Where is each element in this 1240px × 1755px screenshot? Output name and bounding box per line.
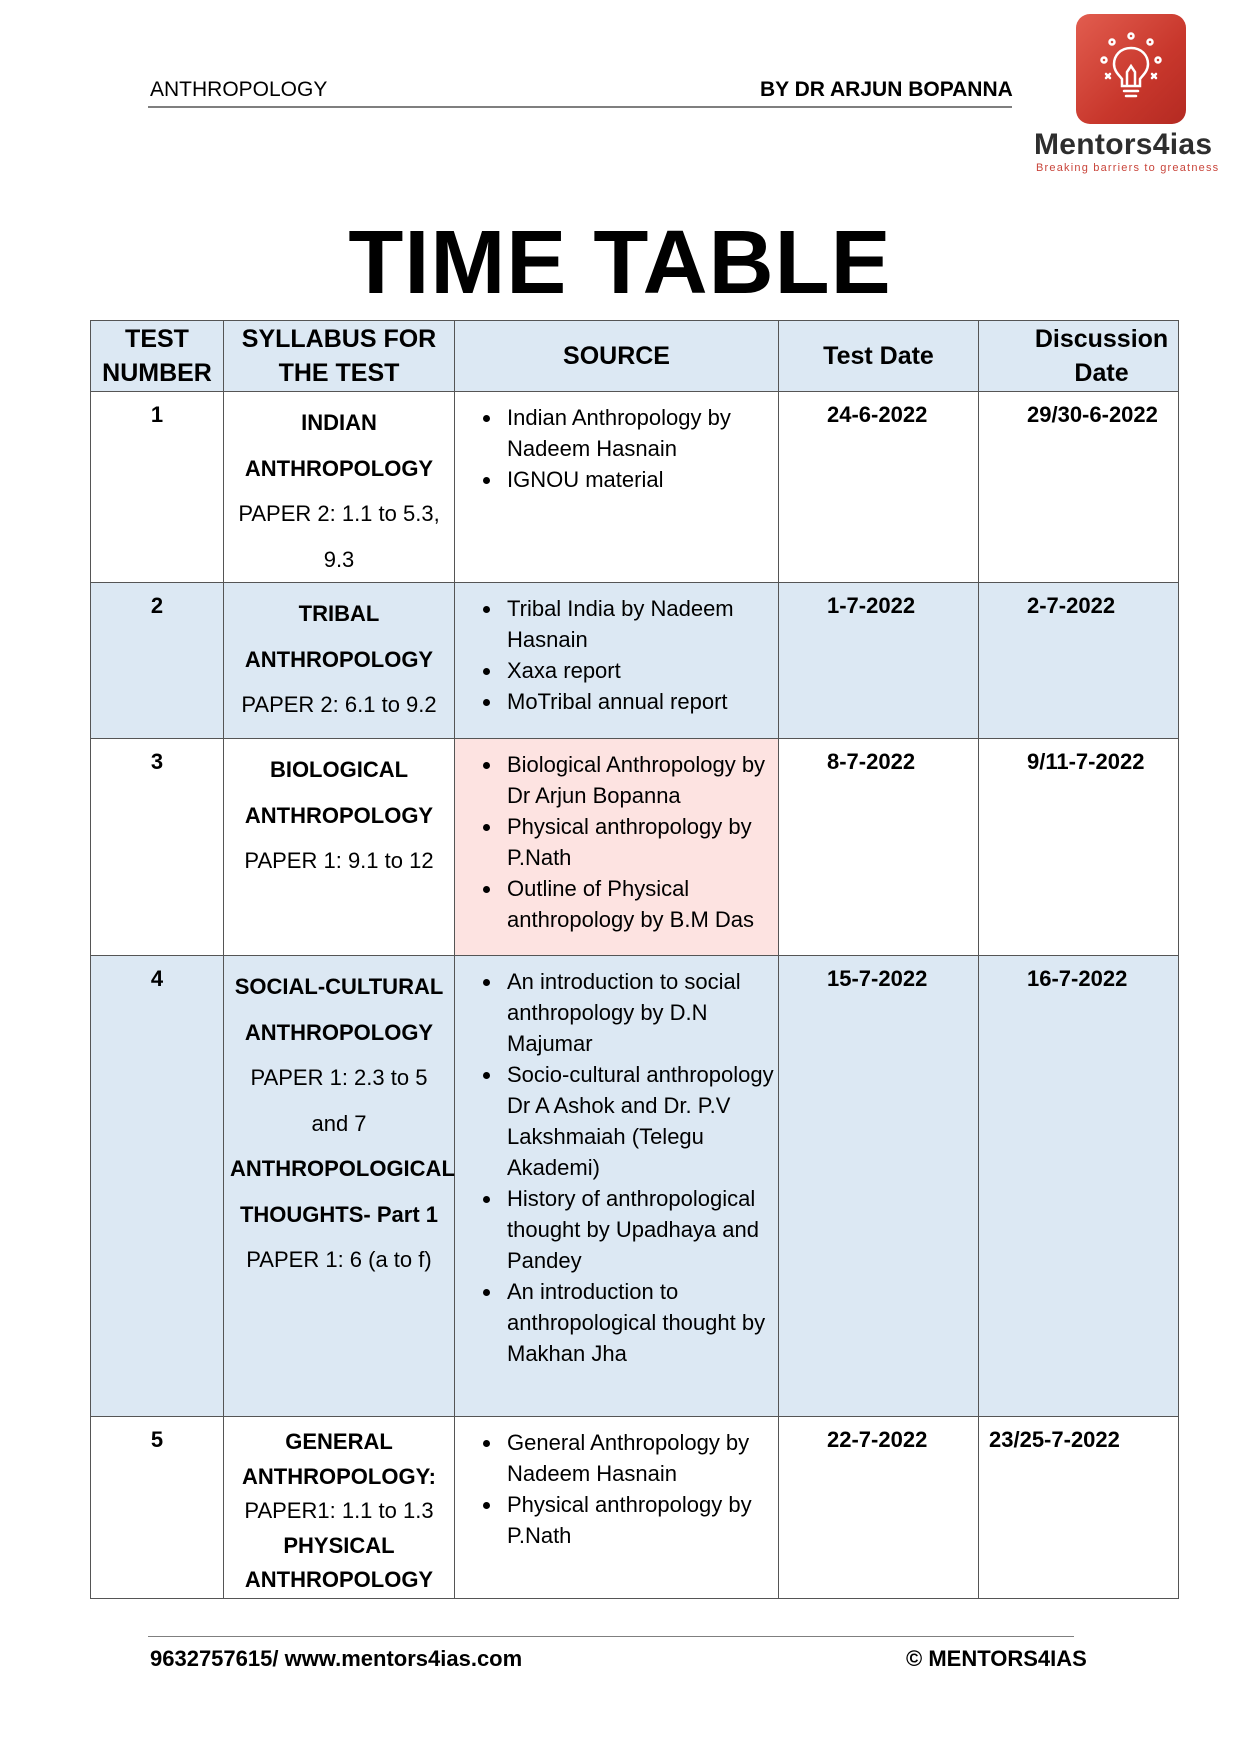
header-author: BY DR ARJUN BOPANNA bbox=[760, 78, 1013, 101]
discussion-date-cell: 2-7-2022 bbox=[979, 583, 1179, 739]
header-discussion-date: Discussion Date bbox=[979, 321, 1179, 392]
table-row bbox=[91, 739, 1179, 956]
time-table bbox=[90, 320, 1179, 1599]
syllabus-line: PHYSICAL bbox=[283, 1532, 395, 1558]
source-item: • Physical anthropology by P.Nath bbox=[503, 1489, 774, 1551]
source-list bbox=[459, 1427, 774, 1551]
syllabus-line: ANTHROPOLOGY: bbox=[242, 1463, 436, 1489]
syllabus-line: TRIBAL bbox=[298, 601, 380, 626]
header-test-date: Test Date bbox=[779, 321, 979, 392]
syllabus-line: ANTHROPOLOGY bbox=[244, 1019, 434, 1045]
header-source: SOURCE bbox=[455, 321, 779, 392]
test-number-cell: 3 bbox=[91, 739, 224, 956]
table-header-row bbox=[91, 321, 1179, 392]
syllabus-line: ANTHROPOLOGY bbox=[244, 802, 434, 828]
test-date-cell: 24-6-2022 bbox=[779, 392, 979, 583]
header-rule bbox=[148, 106, 1012, 108]
syllabus-line: PAPER 2: 1.1 to 5.3, bbox=[238, 501, 440, 526]
syllabus-line: PAPER 2: 6.1 to 9.2 bbox=[241, 692, 437, 717]
source-cell bbox=[455, 583, 779, 739]
source-item: • MoTribal annual report bbox=[503, 686, 774, 717]
syllabus-line: GENERAL bbox=[285, 1429, 393, 1454]
header-test-number: TEST NUMBER bbox=[91, 321, 224, 392]
syllabus-line: INDIAN bbox=[301, 410, 377, 435]
syllabus-line: THOUGHTS- Part 1 bbox=[239, 1201, 439, 1227]
discussion-date-cell: 16-7-2022 bbox=[979, 956, 1179, 1417]
header-syllabus: SYLLABUS FOR THE TEST bbox=[224, 321, 455, 392]
source-list bbox=[459, 749, 774, 935]
syllabus-line: PAPER 1: 9.1 to 12 bbox=[244, 848, 434, 873]
footer-contact: 9632757615/ www.mentors4ias.com bbox=[150, 1646, 523, 1671]
source-list bbox=[459, 402, 774, 495]
discussion-date-cell: 29/30-6-2022 bbox=[979, 392, 1179, 583]
discussion-date-cell: 9/11-7-2022 bbox=[979, 739, 1179, 956]
table-row bbox=[91, 392, 1179, 583]
syllabus-line: 9.3 bbox=[323, 546, 355, 572]
syllabus-line: ANTHROPOLOGY bbox=[244, 646, 434, 672]
syllabus-line: PAPER 1: 2.3 to 5 bbox=[250, 1065, 428, 1090]
syllabus-line: ANTHROPOLOGY bbox=[244, 1567, 434, 1592]
syllabus-line: BIOLOGICAL bbox=[269, 757, 409, 782]
syllabus-line: ANTHROPOLOGICAL bbox=[230, 1156, 455, 1181]
source-item: • Outline of Physical anthropology by B.M Das bbox=[503, 873, 774, 935]
source-item: • Tribal India by Nadeem Hasnain bbox=[503, 593, 774, 655]
source-item: • Socio-cultural anthropology Dr A Ashok and Dr. P.V Lakshmaiah (Telegu Akademi) bbox=[503, 1059, 774, 1183]
test-number-cell: 4 bbox=[91, 956, 224, 1417]
syllabus-cell bbox=[224, 956, 455, 1417]
source-item: • General Anthropology by Nadeem Hasnain bbox=[503, 1427, 774, 1489]
syllabus-cell bbox=[224, 1417, 455, 1599]
table-row bbox=[91, 956, 1179, 1417]
logo-tagline: Breaking barriers to greatness bbox=[1036, 162, 1220, 174]
logo-name: Mentors4ias bbox=[1034, 128, 1213, 161]
test-number-cell: 1 bbox=[91, 392, 224, 583]
test-date-cell: 8-7-2022 bbox=[779, 739, 979, 956]
test-number-cell: 2 bbox=[91, 583, 224, 739]
table-row bbox=[91, 583, 1179, 739]
lightbulb-icon bbox=[1076, 14, 1186, 124]
source-item: • IGNOU material bbox=[503, 464, 774, 495]
syllabus-cell bbox=[224, 739, 455, 956]
source-cell bbox=[455, 1417, 779, 1599]
logo-badge bbox=[1076, 14, 1186, 124]
syllabus-line: PAPER 1: 6 (a to f) bbox=[246, 1247, 432, 1272]
test-date-cell: 22-7-2022 bbox=[779, 1417, 979, 1599]
source-list bbox=[459, 966, 774, 1369]
syllabus-line: and 7 bbox=[311, 1110, 367, 1136]
page-title: TIME TABLE bbox=[348, 213, 892, 313]
source-cell bbox=[455, 392, 779, 583]
source-cell bbox=[455, 739, 779, 956]
test-date-cell: 15-7-2022 bbox=[779, 956, 979, 1417]
test-number-cell: 5 bbox=[91, 1417, 224, 1599]
footer-rule bbox=[148, 1636, 1074, 1637]
source-item: • Physical anthropology by P.Nath bbox=[503, 811, 774, 873]
source-item: • Xaxa report bbox=[503, 655, 774, 686]
source-item: • An introduction to social anthropology by D.N Majumar bbox=[503, 966, 774, 1059]
syllabus-line: PAPER1: 1.1 to 1.3 bbox=[244, 1498, 434, 1523]
source-item: • Biological Anthropology by Dr Arjun Bopanna bbox=[503, 749, 774, 811]
syllabus-cell bbox=[224, 583, 455, 739]
discussion-date-cell: 23/25-7-2022 bbox=[979, 1417, 1179, 1599]
syllabus-line: SOCIAL-CULTURAL bbox=[234, 974, 444, 999]
source-item: • History of anthropological thought by Upadhaya and Pandey bbox=[503, 1183, 774, 1276]
source-item: • Indian Anthropology by Nadeem Hasnain bbox=[503, 402, 774, 464]
source-list bbox=[459, 593, 774, 717]
syllabus-cell bbox=[224, 392, 455, 583]
source-item: • An introduction to anthropological thought by Makhan Jha bbox=[503, 1276, 774, 1369]
header-subject: ANTHROPOLOGY bbox=[150, 78, 328, 101]
footer-copyright: © MENTORS4IAS bbox=[906, 1646, 1087, 1671]
source-cell bbox=[455, 956, 779, 1417]
table-row bbox=[91, 1417, 1179, 1599]
syllabus-line: ANTHROPOLOGY bbox=[244, 455, 434, 481]
test-date-cell: 1-7-2022 bbox=[779, 583, 979, 739]
